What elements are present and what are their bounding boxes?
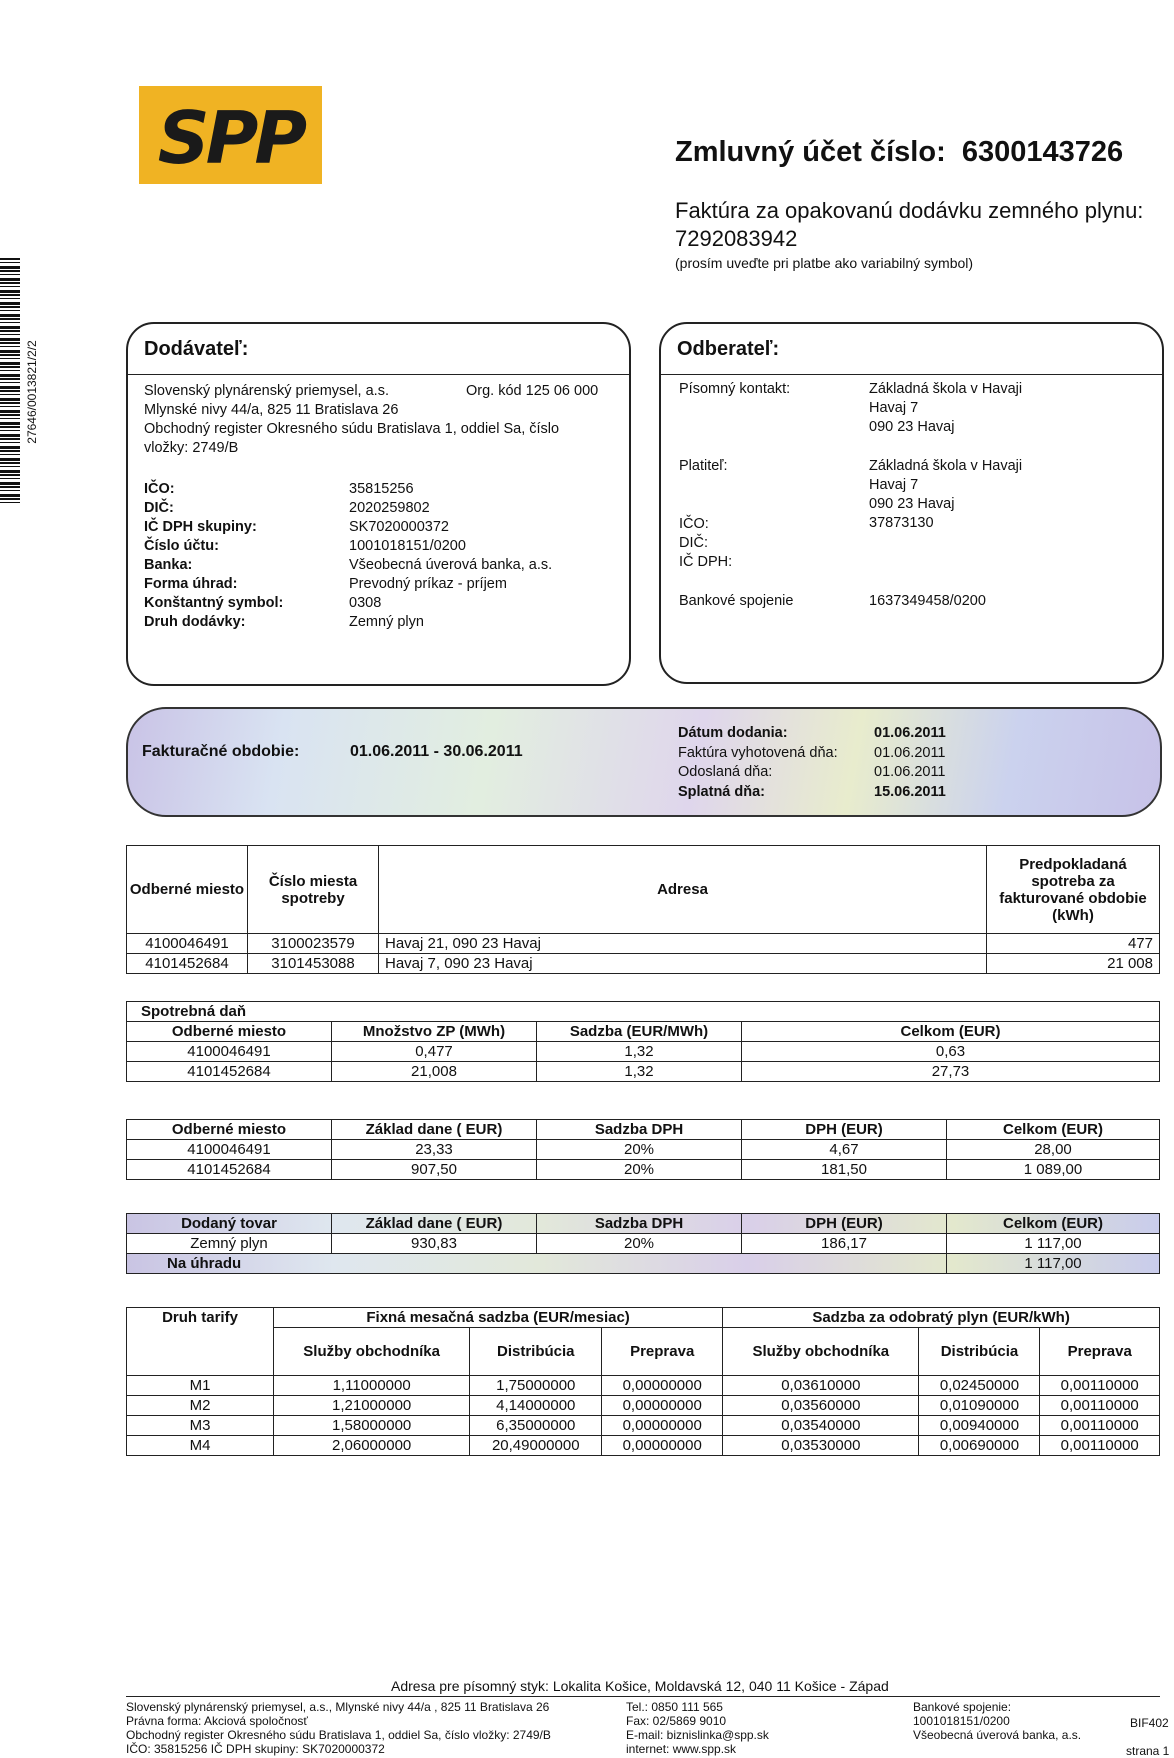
col-header: Odberné miesto [127,846,248,934]
table-row: 4101452684 21,008 1,32 27,73 [127,1062,1160,1082]
bank-label: Bankové spojenie [679,593,794,609]
col-header: Číslo miesta spotreby [248,846,379,934]
supplier-register-2: vložky: 2749/B [144,440,239,456]
supplier-title: Dodávateľ: [144,338,249,360]
side-code: 27646/0013821/2/2 [25,340,39,444]
table-row: M1 1,11000000 1,75000000 0,00000000 0,03610000 0,02450000 0,00110000 [127,1376,1160,1396]
supplier-field-row: Forma úhrad: Prevodný príkaz - príjem [144,576,507,592]
col-header: Celkom (EUR) [947,1214,1160,1234]
total-table [126,1213,1160,1274]
footer-address: Adresa pre písomný styk: Lokalita Košice, Moldavská 12, 040 11 Košice - Západ [391,1678,889,1694]
excise-tax-table [126,1001,1160,1082]
payer-address: Základná škola v Havaji Havaj 7 090 23 Havaj 37873130 [869,458,1023,531]
amount-due-row [127,1254,1160,1274]
table-row: M4 2,06000000 20,49000000 0,00000000 0,03530000 0,00690000 0,00110000 [127,1436,1160,1456]
excise-title: Spotrebná daň [127,1002,1160,1022]
col-header: Sadzba za odobratý plyn (EUR/kWh) [723,1308,1160,1328]
invoice-label: Faktúra za opakovanú dodávku zemného plynu: [675,198,1144,223]
table-row: 4101452684 3101453088 Havaj 7, 090 23 Havaj 21 008 [127,954,1160,974]
form-code: BIF402 [1130,1716,1169,1730]
supplier-name: Slovenský plynárenský priemysel, a.s. [144,383,389,399]
col-header: Základ dane ( EUR) [332,1120,537,1140]
col-header: Fixná mesačná sadzba (EUR/mesiac) [274,1308,723,1328]
col-header: Odberné miesto [127,1120,332,1140]
col-header: Odberné miesto [127,1022,332,1042]
col-header: Služby obchodníka [274,1328,470,1376]
supplier-field-row: IČ DPH skupiny: SK7020000372 [144,519,449,535]
col-header: Preprava [602,1328,723,1376]
col-header: Druh tarify [127,1308,274,1376]
period-date-values: 01.06.2011 01.06.2011 01.06.2011 15.06.2011 [874,725,946,800]
amount-due-label: Na úhradu [127,1254,947,1274]
col-header: Preprava [1040,1328,1160,1376]
footer-company: Slovenský plynárenský priemysel, a.s., Mlynské nivy 44/a , 825 11 Bratislava 26 Právna forma: Akciová spoločnosť Obchodný register Okresného súdu Bratislava 1, oddiel Sa, číslo vložky: 2749/B IČO: 35815256 IČ DPH skupiny: SK7020000372 [126,1700,551,1756]
account-number: 6300143726 [961,136,1124,168]
supplier-field-row: Číslo účtu: 1001018151/0200 [144,538,466,554]
col-header: Predpokladaná spotreba za fakturované obdobie (kWh) [987,846,1160,934]
page-number: strana 1 [1126,1744,1170,1758]
customer-tax-labels: IČO: DIČ: IČ DPH: [679,516,733,570]
supplier-panel [126,322,631,686]
invoice-number: 7292083942 [675,226,798,251]
supplier-field-row: Konštantný symbol: 0308 [144,595,382,611]
col-header: Základ dane ( EUR) [332,1214,537,1234]
supplier-field-row: IČO: 35815256 [144,481,414,497]
period-date-labels: Dátum dodania: Faktúra vyhotovená dňa: Odoslaná dňa: Splatná dňa: [678,725,838,800]
footer-divider [126,1696,1160,1697]
supplier-name-row [144,382,624,401]
col-header: Množstvo ZP (MWh) [332,1022,537,1042]
customer-ico: 37873130 [869,515,934,531]
supplier-field-row: Druh dodávky: Zemný plyn [144,614,424,630]
customer-panel [659,322,1164,684]
table-row: Zemný plyn 930,83 20% 186,17 1 117,00 [127,1234,1160,1254]
payer-label: Platiteľ: [679,458,728,474]
supplier-org-code: Org. kód 125 06 000 [466,383,599,399]
table-row: 4100046491 3100023579 Havaj 21, 090 23 Havaj 477 [127,934,1160,954]
table-row: 4100046491 23,33 20% 4,67 28,00 [127,1140,1160,1160]
supplier-address: Mlynské nivy 44/a, 825 11 Bratislava 26 [144,402,399,418]
period-value: 01.06.2011 - 30.06.2011 [350,743,523,760]
col-header: DPH (EUR) [742,1214,947,1234]
footer-bank: Bankové spojenie: 1001018151/0200 Všeobecná úverová banka, a.s. [913,1700,1082,1742]
table-row: 4101452684 907,50 20% 181,50 1 089,00 [127,1160,1160,1180]
supplier-field-row: Banka: Všeobecná úverová banka, a.s. [144,557,553,573]
supplier-field-row: DIČ: 2020259802 [144,500,430,516]
col-header: Distribúcia [470,1328,602,1376]
col-header: Sadzba DPH [537,1120,742,1140]
col-header: Sadzba (EUR/MWh) [537,1022,742,1042]
supplier-register: Obchodný register Okresného súdu Bratislava 1, oddiel Sa, číslo [144,421,560,437]
col-header: Adresa [379,846,987,934]
account-label: Zmluvný účet číslo: [675,136,946,168]
period-label: Fakturačné obdobie: [142,743,300,760]
account-title [675,136,1123,169]
amount-due-value: 1 117,00 [947,1254,1160,1274]
table-row: M3 1,58000000 6,35000000 0,00000000 0,03540000 0,00940000 0,00110000 [127,1416,1160,1436]
col-header: Celkom (EUR) [947,1120,1160,1140]
col-header: Dodaný tovar [127,1214,332,1234]
tariff-table [126,1307,1160,1456]
payment-note: (prosím uveďte pri platbe ako variabilný symbol) [675,255,974,271]
vat-table [126,1119,1160,1180]
table-row: M2 1,21000000 4,14000000 0,00000000 0,03560000 0,01090000 0,00110000 [127,1396,1160,1416]
billing-period-band [126,707,1162,817]
col-header: Distribúcia [919,1328,1040,1376]
col-header: Sadzba DPH [537,1214,742,1234]
col-header: Služby obchodníka [723,1328,919,1376]
consumption-places-table [126,845,1160,974]
spp-logo: SPP [139,86,322,184]
footer-contact: Tel.: 0850 111 565 Fax: 02/5869 9010 E-mail: biznislinka@spp.sk internet: www.spp.sk [626,1700,769,1756]
supplier-fields [144,480,624,632]
contact-label: Písomný kontakt: [679,381,791,397]
col-header: Celkom (EUR) [742,1022,1160,1042]
bank-value: 1637349458/0200 [869,593,986,609]
col-header: DPH (EUR) [742,1120,947,1140]
contact-address: Základná škola v Havaji Havaj 7 090 23 Havaj [869,381,1023,435]
barcode [0,258,20,503]
customer-title: Odberateľ: [677,338,780,360]
table-row: 4100046491 0,477 1,32 0,63 [127,1042,1160,1062]
